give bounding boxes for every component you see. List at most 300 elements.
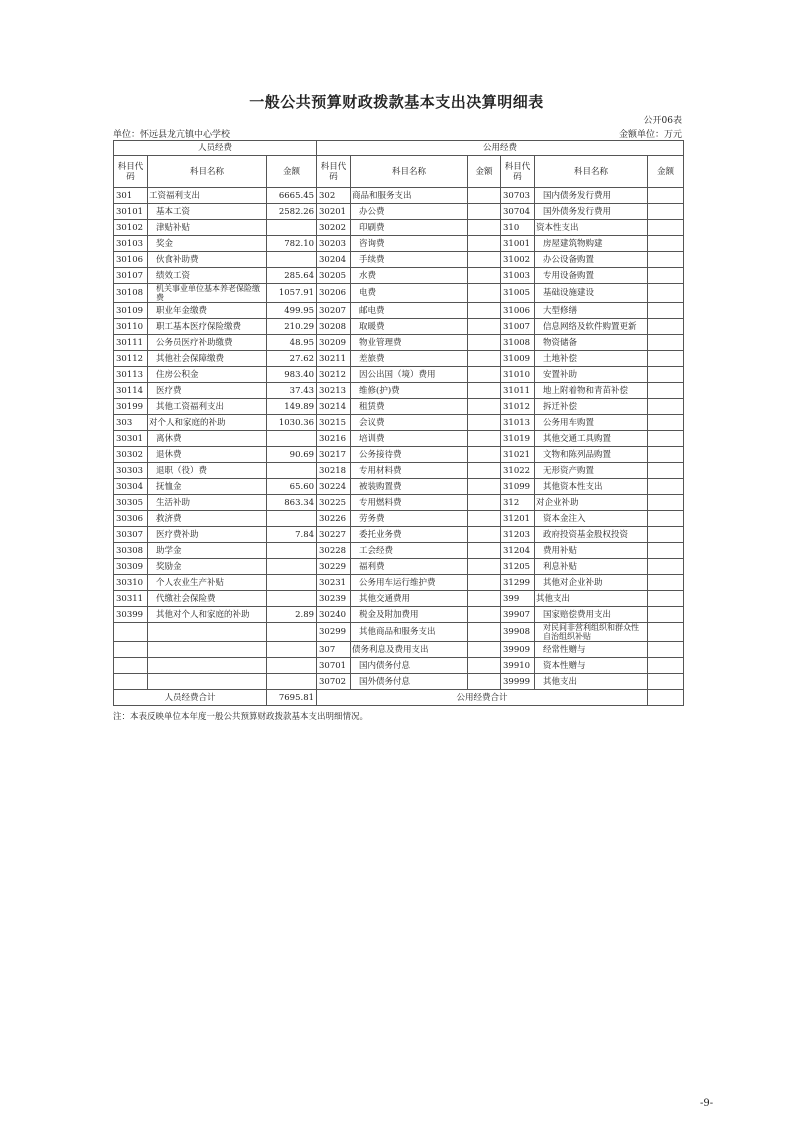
public-name: 专用材料费 [351,463,468,479]
personnel-amount: 983.40 [267,367,317,383]
personnel-code: 30301 [114,431,148,447]
table-row [114,642,684,658]
public-name: 办公设备购置 [535,252,648,268]
personnel-name: 退职（役）费 [148,463,267,479]
public-code: 30216 [317,431,351,447]
public-amount [648,674,684,690]
public-name: 对民间非营利组织和群众性自治组织补贴 [535,623,648,642]
public-code: 31002 [501,252,535,268]
public-name: 税金及附加费用 [351,607,468,623]
personnel-name: 助学金 [148,543,267,559]
personnel-amount [267,642,317,658]
public-code: 31021 [501,447,535,463]
personnel-name: 职业年金缴费 [148,303,267,319]
personnel-amount [267,252,317,268]
table-row [114,220,684,236]
personnel-code: 30302 [114,447,148,463]
public-amount [468,511,501,527]
personnel-amount [267,559,317,575]
public-amount [468,383,501,399]
public-code: 30213 [317,383,351,399]
public-name: 会议费 [351,415,468,431]
public-amount [468,674,501,690]
public-amount [648,479,684,495]
public-code: 30204 [317,252,351,268]
public-amount [468,351,501,367]
public-code: 30207 [317,303,351,319]
public-amount [648,607,684,623]
public-amount [468,284,501,303]
public-amount [648,575,684,591]
personnel-amount: 65.60 [267,479,317,495]
personnel-code: 30303 [114,463,148,479]
personnel-code: 30106 [114,252,148,268]
public-name: 国家赔偿费用支出 [535,607,648,623]
public-name: 资本性赠与 [535,658,648,674]
public-name: 租赁费 [351,399,468,415]
public-code: 30209 [317,335,351,351]
public-amount [648,642,684,658]
personnel-amount: 48.95 [267,335,317,351]
personnel-amount: 2.89 [267,607,317,623]
personnel-name: 其他对个人和家庭的补助 [148,607,267,623]
public-amount [648,220,684,236]
public-code: 399 [501,591,535,607]
personnel-name: 其他社会保障缴费 [148,351,267,367]
personnel-name [148,623,267,642]
code-header: 科目代码 [317,156,351,188]
public-code: 39999 [501,674,535,690]
public-name: 商品和服务支出 [351,188,468,204]
public-code: 31005 [501,284,535,303]
personnel-name [148,674,267,690]
personnel-name: 津贴补贴 [148,220,267,236]
personnel-amount: 1030.36 [267,415,317,431]
public-code: 30228 [317,543,351,559]
public-name: 委托业务费 [351,527,468,543]
personnel-amount [267,575,317,591]
public-amount [648,303,684,319]
public-amount [648,252,684,268]
public-code: 39908 [501,623,535,642]
personnel-name: 医疗费补助 [148,527,267,543]
public-code: 30214 [317,399,351,415]
table-row [114,607,684,623]
public-amount [648,351,684,367]
personnel-total-label: 人员经费合计 [114,690,267,706]
public-code: 30202 [317,220,351,236]
name-header: 科目名称 [351,156,468,188]
table-row [114,658,684,674]
public-amount [468,527,501,543]
public-name: 工会经费 [351,543,468,559]
public-code: 30205 [317,268,351,284]
public-code: 31019 [501,431,535,447]
public-code: 30240 [317,607,351,623]
public-name: 劳务费 [351,511,468,527]
table-row [114,559,684,575]
public-name: 资本金注入 [535,511,648,527]
personnel-code: 30109 [114,303,148,319]
public-amount [468,188,501,204]
public-code: 31008 [501,335,535,351]
personnel-code: 30307 [114,527,148,543]
personnel-name: 奖金 [148,236,267,252]
personnel-amount [267,463,317,479]
public-name: 水费 [351,268,468,284]
personnel-amount: 7.84 [267,527,317,543]
personnel-name: 基本工资 [148,204,267,220]
public-code: 31009 [501,351,535,367]
public-name: 专用设备购置 [535,268,648,284]
public-amount [468,252,501,268]
table-row [114,495,684,511]
personnel-name: 奖励金 [148,559,267,575]
public-name: 利息补贴 [535,559,648,575]
public-code: 30704 [501,204,535,220]
public-amount [468,495,501,511]
personnel-code: 30309 [114,559,148,575]
public-code: 31204 [501,543,535,559]
personnel-name: 生活补助 [148,495,267,511]
public-code: 30231 [317,575,351,591]
table-row [114,415,684,431]
public-code: 31205 [501,559,535,575]
personnel-amount: 90.69 [267,447,317,463]
public-name: 公务用车购置 [535,415,648,431]
public-name: 其他资本性支出 [535,479,648,495]
public-code: 31201 [501,511,535,527]
public-name: 资本性支出 [535,220,648,236]
public-code: 31013 [501,415,535,431]
public-code: 39910 [501,658,535,674]
table-row [114,623,684,642]
personnel-amount: 863.34 [267,495,317,511]
public-amount [468,220,501,236]
personnel-name: 职工基本医疗保险缴费 [148,319,267,335]
public-amount [648,415,684,431]
public-amount [468,591,501,607]
personnel-code: 30305 [114,495,148,511]
table-row [114,268,684,284]
public-amount [648,559,684,575]
public-code: 30701 [317,658,351,674]
public-name: 信息网络及软件购置更新 [535,319,648,335]
public-amount [468,236,501,252]
public-amount [468,431,501,447]
public-amount [648,188,684,204]
public-code: 310 [501,220,535,236]
personnel-amount [267,543,317,559]
public-name: 无形资产购置 [535,463,648,479]
public-total-label: 公用经费合计 [317,690,648,706]
public-code: 31022 [501,463,535,479]
public-name: 公务接待费 [351,447,468,463]
table-row [114,575,684,591]
personnel-name: 救济费 [148,511,267,527]
public-code: 31007 [501,319,535,335]
personnel-name [148,658,267,674]
public-code: 30227 [317,527,351,543]
public-name: 国内债务付息 [351,658,468,674]
public-amount [468,543,501,559]
table-row [114,252,684,268]
public-name: 差旅费 [351,351,468,367]
personnel-code: 30108 [114,284,148,303]
public-name: 拆迁补偿 [535,399,648,415]
public-code: 31099 [501,479,535,495]
table-row [114,447,684,463]
public-code: 312 [501,495,535,511]
public-name: 政府投资基金股权投资 [535,527,648,543]
personnel-name: 工资福利支出 [148,188,267,204]
public-code: 30224 [317,479,351,495]
public-amount [468,335,501,351]
personnel-name: 代缴社会保险费 [148,591,267,607]
public-name: 其他支出 [535,591,648,607]
public-name: 物业管理费 [351,335,468,351]
public-amount [468,559,501,575]
personnel-amount: 2582.26 [267,204,317,220]
table-row [114,303,684,319]
personnel-code [114,674,148,690]
public-name: 电费 [351,284,468,303]
public-name: 被装购置费 [351,479,468,495]
personnel-name: 对个人和家庭的补助 [148,415,267,431]
public-name: 文物和陈列品购置 [535,447,648,463]
personnel-code: 30199 [114,399,148,415]
public-name: 其他对企业补助 [535,575,648,591]
personnel-code: 301 [114,188,148,204]
public-code: 30218 [317,463,351,479]
public-amount [468,204,501,220]
public-amount [648,495,684,511]
public-code: 302 [317,188,351,204]
public-code: 31003 [501,268,535,284]
public-name: 地上附着物和青苗补偿 [535,383,648,399]
personnel-name [148,642,267,658]
table-row [114,236,684,252]
table-row [114,367,684,383]
code-header: 科目代码 [114,156,148,188]
totals-row [114,690,684,706]
public-amount [468,415,501,431]
public-amount [468,623,501,642]
public-name: 国外债务付息 [351,674,468,690]
public-code: 31006 [501,303,535,319]
public-amount [468,607,501,623]
public-code: 307 [317,642,351,658]
personnel-code: 30311 [114,591,148,607]
table-row [114,284,684,303]
public-name: 咨询费 [351,236,468,252]
public-amount [468,268,501,284]
public-code: 30212 [317,367,351,383]
expense-detail-table [113,140,684,706]
personnel-code: 30304 [114,479,148,495]
personnel-amount: 499.95 [267,303,317,319]
public-code: 30299 [317,623,351,642]
personnel-amount [267,431,317,447]
personnel-code: 30113 [114,367,148,383]
public-name: 费用补贴 [535,543,648,559]
public-name: 安置补助 [535,367,648,383]
public-amount [468,463,501,479]
public-name: 基础设施建设 [535,284,648,303]
table-row [114,383,684,399]
public-name: 福利费 [351,559,468,575]
public-code: 39907 [501,607,535,623]
table-row [114,188,684,204]
public-name: 印刷费 [351,220,468,236]
public-code: 30226 [317,511,351,527]
personnel-amount: 1057.91 [267,284,317,303]
public-total-amount [648,690,684,706]
public-amount [648,447,684,463]
personnel-code: 30399 [114,607,148,623]
personnel-code [114,658,148,674]
public-code: 30208 [317,319,351,335]
public-name: 取暖费 [351,319,468,335]
public-name: 邮电费 [351,303,468,319]
personnel-amount: 210.29 [267,319,317,335]
public-amount [648,367,684,383]
public-code: 30211 [317,351,351,367]
table-row [114,543,684,559]
table-row [114,351,684,367]
personnel-code: 30306 [114,511,148,527]
public-amount [468,319,501,335]
section-header-row [114,141,684,156]
public-amount [648,527,684,543]
page-title: 一般公共预算财政拨款基本支出决算明细表 [249,93,544,111]
public-code: 39909 [501,642,535,658]
table-row [114,527,684,543]
table-row [114,204,684,220]
public-code: 30206 [317,284,351,303]
personnel-code: 303 [114,415,148,431]
public-name: 办公费 [351,204,468,220]
public-amount [648,658,684,674]
public-name: 国内债务发行费用 [535,188,648,204]
personnel-amount: 27.62 [267,351,317,367]
personnel-code: 30103 [114,236,148,252]
public-code: 30702 [317,674,351,690]
personnel-amount: 285.64 [267,268,317,284]
amount-header: 金额 [648,156,684,188]
personnel-amount [267,658,317,674]
public-amount [468,399,501,415]
personnel-code: 30112 [114,351,148,367]
personnel-code: 30101 [114,204,148,220]
personnel-code: 30308 [114,543,148,559]
personnel-name: 退休费 [148,447,267,463]
personnel-code: 30114 [114,383,148,399]
public-amount [468,367,501,383]
public-code: 30215 [317,415,351,431]
personnel-code [114,623,148,642]
public-amount [648,463,684,479]
column-header-row [114,156,684,188]
public-name: 公务用车运行维护费 [351,575,468,591]
public-name: 维修(护)费 [351,383,468,399]
public-code: 30229 [317,559,351,575]
public-amount [468,479,501,495]
public-code: 31299 [501,575,535,591]
public-code: 30201 [317,204,351,220]
public-amount [648,284,684,303]
personnel-section-header: 人员经费 [114,141,317,156]
table-row [114,674,684,690]
personnel-code: 30107 [114,268,148,284]
public-section-header: 公用经费 [317,141,684,156]
public-code: 31001 [501,236,535,252]
personnel-code: 30111 [114,335,148,351]
page-number: -9- [700,1098,714,1109]
amount-header: 金额 [267,156,317,188]
public-name: 土地补偿 [535,351,648,367]
public-code: 30203 [317,236,351,252]
personnel-name: 个人农业生产补贴 [148,575,267,591]
personnel-name: 抚恤金 [148,479,267,495]
public-name: 其他支出 [535,674,648,690]
personnel-code: 30102 [114,220,148,236]
table-row [114,335,684,351]
public-name: 大型修缮 [535,303,648,319]
public-name: 手续费 [351,252,468,268]
public-code: 30703 [501,188,535,204]
table-row [114,431,684,447]
public-name: 专用燃料费 [351,495,468,511]
public-name: 培训费 [351,431,468,447]
public-amount [468,303,501,319]
unit-label: 单位：怀远县龙亢镇中心学校 [113,130,231,140]
personnel-name: 机关事业单位基本养老保险缴费 [148,284,267,303]
personnel-name: 伙食补助费 [148,252,267,268]
personnel-amount [267,623,317,642]
personnel-code [114,642,148,658]
personnel-amount: 782.10 [267,236,317,252]
public-amount [648,383,684,399]
public-name: 其他商品和服务支出 [351,623,468,642]
public-code: 30225 [317,495,351,511]
public-name: 房屋建筑物购建 [535,236,648,252]
code-header: 科目代码 [501,156,535,188]
public-name: 债务利息及费用支出 [351,642,468,658]
public-name: 其他交通工具购置 [535,431,648,447]
table-row [114,591,684,607]
public-name: 因公出国（境）费用 [351,367,468,383]
public-code: 31011 [501,383,535,399]
form-number: 公开06表 [643,116,682,126]
public-name: 经常性赠与 [535,642,648,658]
public-amount [648,623,684,642]
public-code: 31203 [501,527,535,543]
public-amount [648,543,684,559]
public-amount [648,431,684,447]
public-amount [468,575,501,591]
personnel-name: 医疗费 [148,383,267,399]
personnel-name: 住房公积金 [148,367,267,383]
personnel-amount [267,511,317,527]
personnel-amount: 37.43 [267,383,317,399]
table-row [114,511,684,527]
public-amount [648,268,684,284]
public-amount [648,236,684,252]
table-row [114,319,684,335]
personnel-amount: 149.89 [267,399,317,415]
public-amount [468,447,501,463]
